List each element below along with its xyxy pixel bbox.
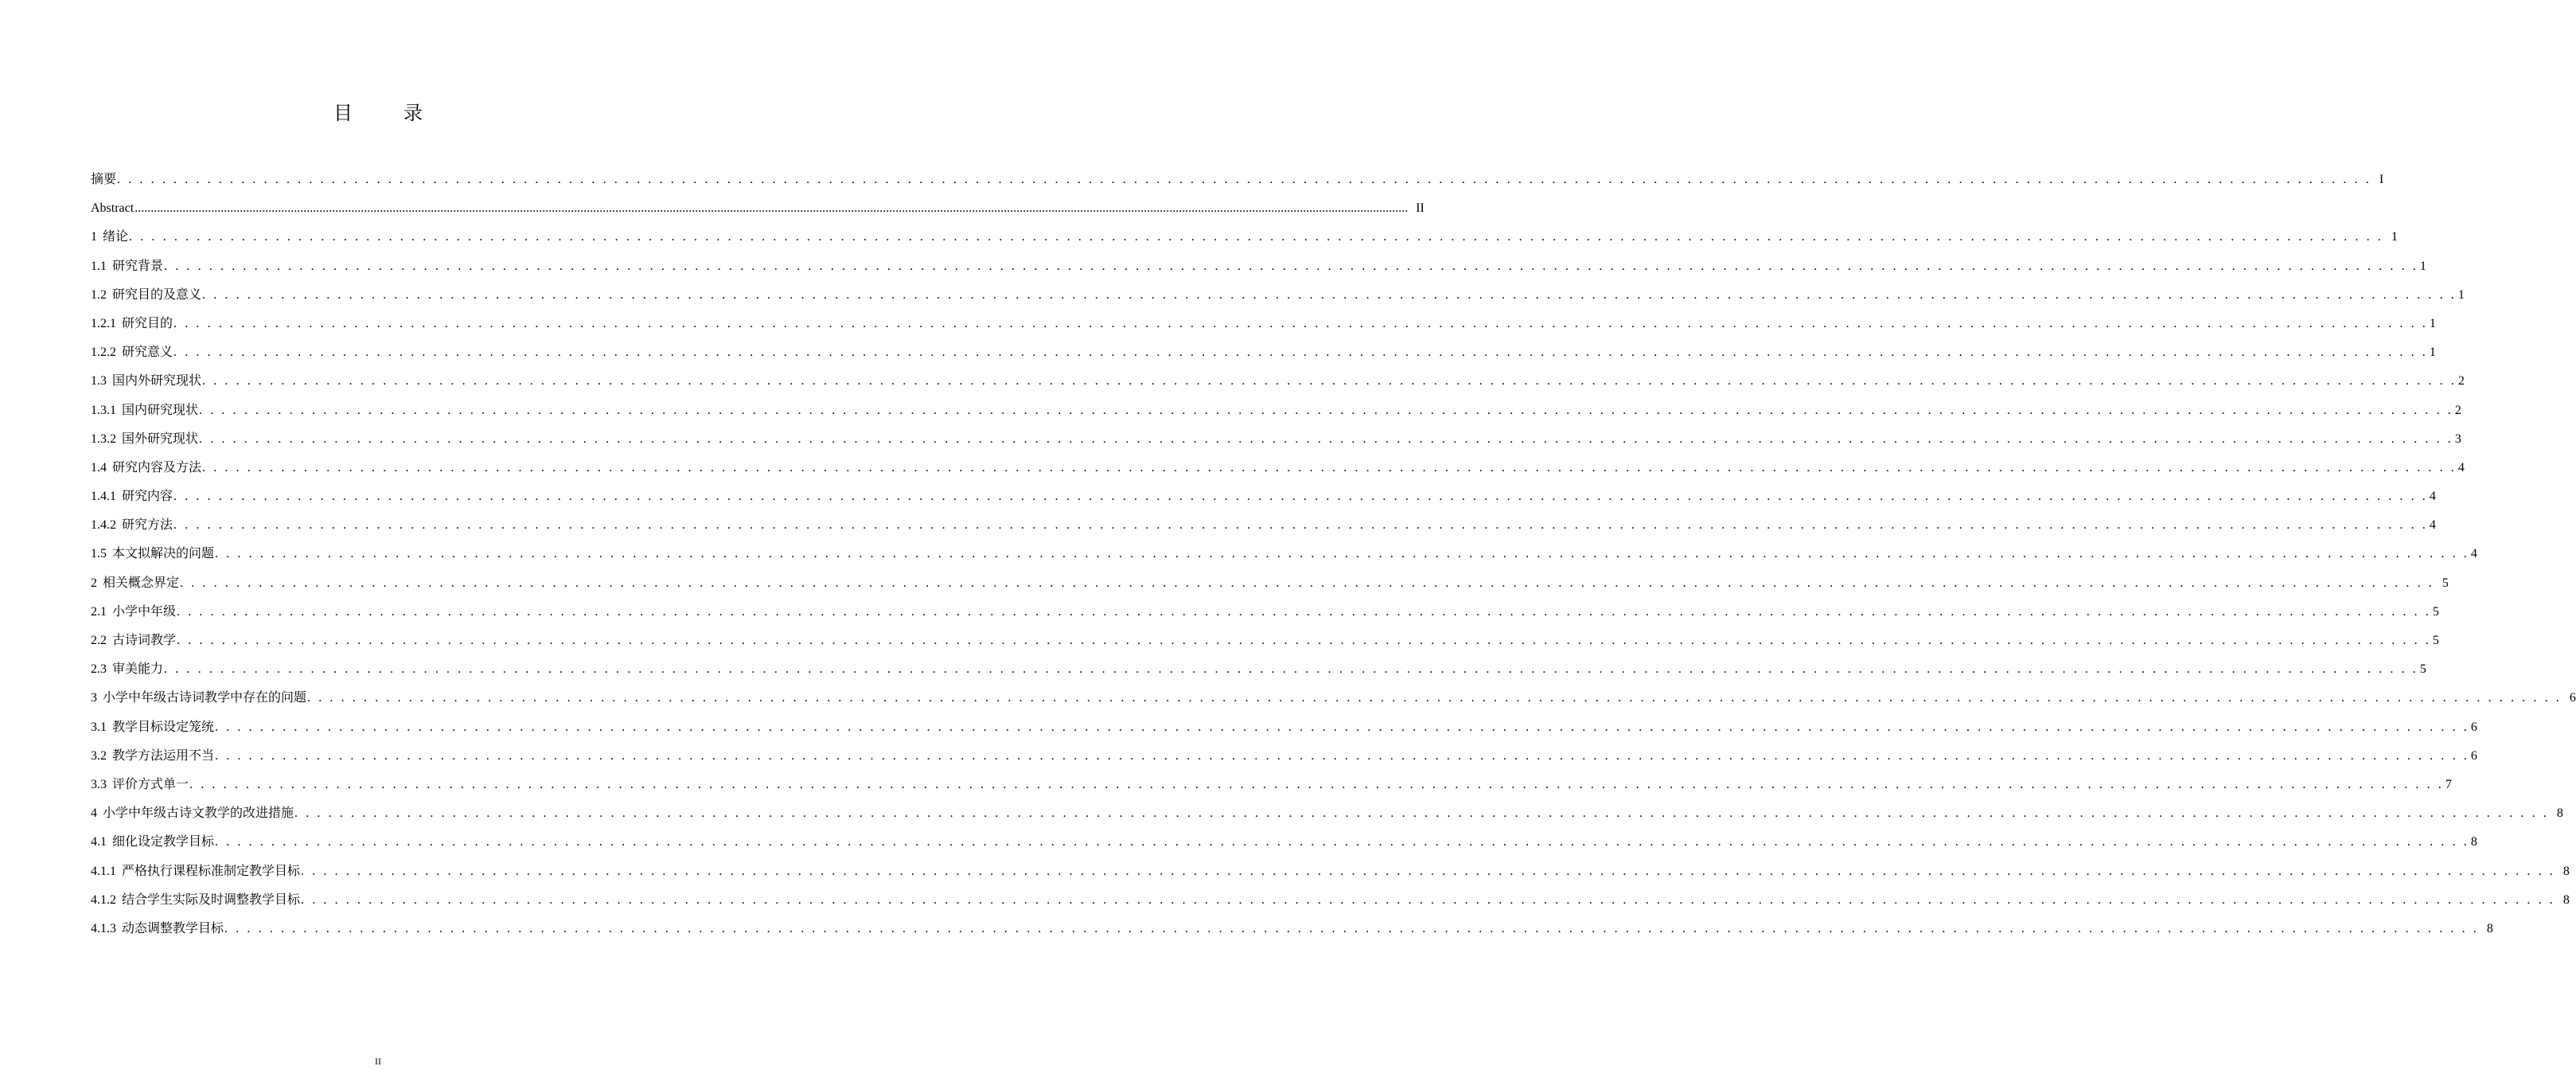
toc-entry-title: 国内研究现状 xyxy=(122,403,199,417)
toc-entry-page-number: 4 xyxy=(2429,518,2436,533)
toc-entry-page-number: 3 xyxy=(2454,432,2461,446)
toc-entry-title: 相关概念界定 xyxy=(103,576,180,590)
toc-entry[interactable] xyxy=(91,310,2436,338)
toc-entry-page-number: 8 xyxy=(2556,806,2563,821)
toc-dot-leader: . . . . . . . . . . . . . . . . . . . . . . . . . . . . . . . . . . . . . . . . . . . . . . . . . . . . . . . . . . . . . . . . . . . . . . . . . . . . . . . . . . . . . . . . . . . . . . . . . . . . . . . . . . . . . . . . . . . . . . . . . . . . . . . . . . . . . . . . . . . . . . . . . . . . . . . . . . . . . . . . . . . . . . . . . . . . . . . . . . . . . . . . . . . . . . . . . . . . . . . . xyxy=(301,892,2555,907)
toc-dot-leader: . . . . . . . . . . . . . . . . . . . . . . . . . . . . . . . . . . . . . . . . . . . . . . . . . . . . . . . . . . . . . . . . . . . . . . . . . . . . . . . . . . . . . . . . . . . . . . . . . . . . . . . . . . . . . . . . . . . . . . . . . . . . . . . . . . . . . . . . . . . . . . . . . . . . . . . . . . . . . . . . . . . . . . . . . . . . . . . . . . . . . . . . . . . . . . . . . . . . . . . . xyxy=(173,316,2428,330)
toc-entry-number: 1 xyxy=(91,230,97,244)
toc-dot-leader: . . . . . . . . . . . . . . . . . . . . . . . . . . . . . . . . . . . . . . . . . . . . . . . . . . . . . . . . . . . . . . . . . . . . . . . . . . . . . . . . . . . . . . . . . . . . . . . . . . . . . . . . . . . . . . . . . . . . . . . . . . . . . . . . . . . . . . . . . . . . . . . . . . . . . . . . . . . . . . . . . . . . . . . . . . . . . . . . . . . . . . . . . . . . . . . . . . . . . . . . xyxy=(215,547,2469,561)
toc-entry-page-number: I xyxy=(2379,173,2384,186)
toc-entry-page-number: 8 xyxy=(2562,864,2570,878)
toc-entry[interactable] xyxy=(91,915,2493,943)
toc-entry-number: 1.3.2 xyxy=(91,432,116,446)
toc-dot-leader: . . . . . . . . . . . . . . . . . . . . . . . . . . . . . . . . . . . . . . . . . . . . . . . . . . . . . . . . . . . . . . . . . . . . . . . . . . . . . . . . . . . . . . . . . . . . . . . . . . . . . . . . . . . . . . . . . . . . . . . . . . . . . . . . . . . . . . . . . . . . . . . . . . . . . . . . . . . . . . . . . . . . . . . . . . . . . . . . . . . . . . . . . . . . . . . . . . . . . . . . xyxy=(129,230,2383,244)
toc-entry-title: Abstract xyxy=(91,201,134,216)
toc-entry[interactable] xyxy=(91,655,2426,684)
toc-dot-leader: . . . . . . . . . . . . . . . . . . . . . . . . . . . . . . . . . . . . . . . . . . . . . . . . . . . . . . . . . . . . . . . . . . . . . . . . . . . . . . . . . . . . . . . . . . . . . . . . . . . . . . . . . . . . . . . . . . . . . . . . . . . . . . . . . . . . . . . . . . . . . . . . . . . . . . . . . . . . . . . . . . . . . . . . . . . . . . . . . . . . . . . . . . . . . . . . . . . . . . . . xyxy=(177,604,2431,619)
toc-entry[interactable] xyxy=(91,684,2576,713)
toc-entry-number: 1.4.1 xyxy=(91,490,116,504)
toc-entry-title: 本文拟解决的问题 xyxy=(112,547,215,561)
toc-entry[interactable] xyxy=(91,799,2563,828)
toc-entry-title: 评价方式单一 xyxy=(112,777,189,791)
toc-dot-leader: . . . . . . . . . . . . . . . . . . . . . . . . . . . . . . . . . . . . . . . . . . . . . . . . . . . . . . . . . . . . . . . . . . . . . . . . . . . . . . . . . . . . . . . . . . . . . . . . . . . . . . . . . . . . . . . . . . . . . . . . . . . . . . . . . . . . . . . . . . . . . . . . . . . . . . . . . . . . . . . . . . . . . . . . . . . . . . . . . . . . . . . . . . . . . . . . . . . . . . . . xyxy=(173,518,2428,533)
toc-entry-title: 小学中年级 xyxy=(112,604,177,619)
toc-entry-number: 4.1.3 xyxy=(91,921,116,935)
toc-entry-page-number: 1 xyxy=(2391,230,2398,244)
toc-entry-page-number: 5 xyxy=(2442,576,2449,590)
toc-entry[interactable] xyxy=(91,252,2426,281)
toc-entry[interactable] xyxy=(91,396,2461,425)
toc-entry[interactable] xyxy=(91,511,2436,540)
toc-entry-page-number: 6 xyxy=(2569,691,2576,705)
toc-dot-leader: . . . . . . . . . . . . . . . . . . . . . . . . . . . . . . . . . . . . . . . . . . . . . . . . . . . . . . . . . . . . . . . . . . . . . . . . . . . . . . . . . . . . . . . . . . . . . . . . . . . . . . . . . . . . . . . . . . . . . . . . . . . . . . . . . . . . . . . . . . . . . . . . . . . . . . . . . . . . . . . . . . . . . . . . . . . . . . . . . . . . . . . . . . . . . . . . . . . . . . . . xyxy=(224,921,2479,935)
toc-entry-title: 动态调整教学目标 xyxy=(122,921,224,935)
toc-entry[interactable] xyxy=(91,598,2439,627)
toc-entry[interactable] xyxy=(91,713,2477,742)
toc-dot-leader: . . . . . . . . . . . . . . . . . . . . . . . . . . . . . . . . . . . . . . . . . . . . . . . . . . . . . . . . . . . . . . . . . . . . . . . . . . . . . . . . . . . . . . . . . . . . . . . . . . . . . . . . . . . . . . . . . . . . . . . . . . . . . . . . . . . . . . . . . . . . . . . . . . . . . . . . . . . . . . . . . . . . . . . . . . . . . . . . . . . . . . . . . . . . . . . . . . . . . . . . xyxy=(215,835,2469,849)
toc-entry[interactable] xyxy=(91,569,2449,598)
toc-entry-title: 绪论 xyxy=(103,230,129,244)
toc-entry[interactable] xyxy=(91,281,2465,310)
toc-entry-page-number: 5 xyxy=(2419,662,2426,677)
toc-entry-title: 结合学生实际及时调整教学目标 xyxy=(122,892,301,907)
toc-entry-page-number: 2 xyxy=(2454,403,2461,417)
toc-entry[interactable] xyxy=(91,627,2439,655)
toc-entry-number: 2.2 xyxy=(91,634,107,647)
toc-entry-page-number: II xyxy=(1416,201,1424,216)
toc-entry-page-number: 5 xyxy=(2432,634,2439,647)
toc-dot-leader: . . . . . . . . . . . . . . . . . . . . . . . . . . . . . . . . . . . . . . . . . . . . . . . . . . . . . . . . . . . . . . . . . . . . . . . . . . . . . . . . . . . . . . . . . . . . . . . . . . . . . . . . . . . . . . . . . . . . . . . . . . . . . . . . . . . . . . . . . . . . . . . . . . . . . . . . . . . . . . . . . . . . . . . . . . . . . . . . . . . . . . . . . . . . . . . . . . . . . . . . xyxy=(164,259,2418,273)
toc-dot-leader: . . . . . . . . . . . . . . . . . . . . . . . . . . . . . . . . . . . . . . . . . . . . . . . . . . . . . . . . . . . . . . . . . . . . . . . . . . . . . . . . . . . . . . . . . . . . . . . . . . . . . . . . . . . . . . . . . . . . . . . . . . . . . . . . . . . . . . . . . . . . . . . . . . . . . . . . . . . . . . . . . . . . . . . . . . . . . . . . . . . . . . . . . . . . . . . . . . . . . . . . xyxy=(294,806,2549,821)
toc-dot-leader: . . . . . . . . . . . . . . . . . . . . . . . . . . . . . . . . . . . . . . . . . . . . . . . . . . . . . . . . . . . . . . . . . . . . . . . . . . . . . . . . . . . . . . . . . . . . . . . . . . . . . . . . . . . . . . . . . . . . . . . . . . . . . . . . . . . . . . . . . . . . . . . . . . . . . . . . . . . . . . . . . . . . . . . . . . . . . . . . . . . . . . . . . . . . . . . . . . . . . . . . xyxy=(173,346,2428,360)
toc-dot-leader: . . . . . . . . . . . . . . . . . . . . . . . . . . . . . . . . . . . . . . . . . . . . . . . . . . . . . . . . . . . . . . . . . . . . . . . . . . . . . . . . . . . . . . . . . . . . . . . . . . . . . . . . . . . . . . . . . . . . . . . . . . . . . . . . . . . . . . . . . . . . . . . . . . . . . . . . . . . . . . . . . . . . . . . . . . . . . . . . . . . . . . . . . . . . . . . . . . . . . . . . xyxy=(215,720,2469,734)
page-number: II xyxy=(375,1056,381,1067)
toc-dot-leader: . . . . . . . . . . . . . . . . . . . . . . . . . . . . . . . . . . . . . . . . . . . . . . . . . . . . . . . . . . . . . . . . . . . . . . . . . . . . . . . . . . . . . . . . . . . . . . . . . . . . . . . . . . . . . . . . . . . . . . . . . . . . . . . . . . . . . . . . . . . . . . . . . . . . . . . . . . . . . . . . . . . . . . . . . . . . . . . . . . . . . . . . . . . . . . . . . . . . . . . . xyxy=(177,634,2431,647)
toc-dot-leader: . . . . . . . . . . . . . . . . . . . . . . . . . . . . . . . . . . . . . . . . . . . . . . . . . . . . . . . . . . . . . . . . . . . . . . . . . . . . . . . . . . . . . . . . . . . . . . . . . . . . . . . . . . . . . . . . . . . . . . . . . . . . . . . . . . . . . . . . . . . . . . . . . . . . . . . . . . . . . . . . . . . . . . . . . . . . . . . . . . . . . . . . . . . . . . . . . . . . . . . . xyxy=(117,173,2371,186)
toc-entry-title: 古诗词教学 xyxy=(112,634,177,647)
toc-entry-title: 研究意义 xyxy=(122,346,173,360)
toc-entry-page-number: 1 xyxy=(2457,287,2465,302)
toc-entry-page-number: 4 xyxy=(2470,547,2477,561)
toc-entry[interactable] xyxy=(91,540,2477,568)
toc-entry-title: 教学目标设定笼统 xyxy=(112,720,215,734)
toc-entry-page-number: 1 xyxy=(2429,346,2436,360)
toc-entry-number: 1.3.1 xyxy=(91,403,116,417)
toc-dot-leader: ................................................................................................................................................................................................................................................................................................................................................................................................................ xyxy=(134,201,1409,216)
toc-entry-title: 摘要 xyxy=(91,173,117,186)
toc-dot-leader: . . . . . . . . . . . . . . . . . . . . . . . . . . . . . . . . . . . . . . . . . . . . . . . . . . . . . . . . . . . . . . . . . . . . . . . . . . . . . . . . . . . . . . . . . . . . . . . . . . . . . . . . . . . . . . . . . . . . . . . . . . . . . . . . . . . . . . . . . . . . . . . . . . . . . . . . . . . . . . . . . . . . . . . . . . . . . . . . . . . . . . . . . . . . . . . . . . . . . . . . xyxy=(202,374,2457,389)
toc-entry[interactable] xyxy=(91,828,2477,857)
toc-entry-number: 1.2 xyxy=(91,287,107,302)
toc-entry-page-number: 5 xyxy=(2432,604,2439,619)
toc-entry[interactable] xyxy=(91,454,2465,482)
toc-entry-number: 1.1 xyxy=(91,259,107,273)
toc-entry-title: 国外研究现状 xyxy=(122,432,199,446)
toc-entry-number: 1.3 xyxy=(91,374,107,389)
toc-entry-title: 教学方法运用不当 xyxy=(112,748,215,763)
toc-entry[interactable] xyxy=(91,857,2570,886)
toc-entry-title: 研究目的及意义 xyxy=(112,287,202,302)
toc-entry-page-number: 1 xyxy=(2419,259,2426,273)
toc-entry-title: 研究目的 xyxy=(122,316,173,330)
toc-entry[interactable] xyxy=(91,338,2436,367)
toc-dot-leader: . . . . . . . . . . . . . . . . . . . . . . . . . . . . . . . . . . . . . . . . . . . . . . . . . . . . . . . . . . . . . . . . . . . . . . . . . . . . . . . . . . . . . . . . . . . . . . . . . . . . . . . . . . . . . . . . . . . . . . . . . . . . . . . . . . . . . . . . . . . . . . . . . . . . . . . . . . . . . . . . . . . . . . . . . . . . . . . . . . . . . . . . . . . . . . . . . . . . . . . . xyxy=(199,403,2453,417)
toc-entry-number: 2.3 xyxy=(91,662,107,677)
toc-entry-page-number: 1 xyxy=(2429,316,2436,330)
toc-entry-title: 小学中年级古诗词教学中存在的问题 xyxy=(103,691,307,705)
toc-dot-leader: . . . . . . . . . . . . . . . . . . . . . . . . . . . . . . . . . . . . . . . . . . . . . . . . . . . . . . . . . . . . . . . . . . . . . . . . . . . . . . . . . . . . . . . . . . . . . . . . . . . . . . . . . . . . . . . . . . . . . . . . . . . . . . . . . . . . . . . . . . . . . . . . . . . . . . . . . . . . . . . . . . . . . . . . . . . . . . . . . . . . . . . . . . . . . . . . . . . . . . . . xyxy=(202,287,2457,302)
toc-entry-title: 严格执行课程标准制定教学目标 xyxy=(122,864,301,878)
toc-entry-number: 1.5 xyxy=(91,547,107,561)
toc-entry[interactable] xyxy=(91,742,2477,771)
toc-dot-leader: . . . . . . . . . . . . . . . . . . . . . . . . . . . . . . . . . . . . . . . . . . . . . . . . . . . . . . . . . . . . . . . . . . . . . . . . . . . . . . . . . . . . . . . . . . . . . . . . . . . . . . . . . . . . . . . . . . . . . . . . . . . . . . . . . . . . . . . . . . . . . . . . . . . . . . . . . . . . . . . . . . . . . . . . . . . . . . . . . . . . . . . . . . . . . . . . . . . . . . . . xyxy=(173,490,2428,504)
toc-entry-number: 4.1.1 xyxy=(91,864,116,878)
toc-entry-number: 3 xyxy=(91,691,97,705)
toc-dot-leader: . . . . . . . . . . . . . . . . . . . . . . . . . . . . . . . . . . . . . . . . . . . . . . . . . . . . . . . . . . . . . . . . . . . . . . . . . . . . . . . . . . . . . . . . . . . . . . . . . . . . . . . . . . . . . . . . . . . . . . . . . . . . . . . . . . . . . . . . . . . . . . . . . . . . . . . . . . . . . . . . . . . . . . . . . . . . . . . . . . . . . . . . . . . . . . . . . . . . . . . . xyxy=(307,691,2562,705)
toc-entry-page-number: 2 xyxy=(2457,374,2465,389)
toc-entry[interactable] xyxy=(91,886,2570,915)
toc-entry-page-number: 7 xyxy=(2445,777,2452,791)
toc-entry[interactable] xyxy=(91,482,2436,511)
toc-entry-number: 3.2 xyxy=(91,748,107,763)
toc-entry-title: 研究内容 xyxy=(122,490,173,504)
toc-entry-number: 4 xyxy=(91,806,97,821)
toc-entry-page-number: 4 xyxy=(2457,460,2465,474)
toc-entry[interactable] xyxy=(91,223,2398,252)
toc-entry-page-number: 8 xyxy=(2486,921,2493,935)
toc-entry-page-number: 6 xyxy=(2470,720,2477,734)
toc-dot-leader: . . . . . . . . . . . . . . . . . . . . . . . . . . . . . . . . . . . . . . . . . . . . . . . . . . . . . . . . . . . . . . . . . . . . . . . . . . . . . . . . . . . . . . . . . . . . . . . . . . . . . . . . . . . . . . . . . . . . . . . . . . . . . . . . . . . . . . . . . . . . . . . . . . . . . . . . . . . . . . . . . . . . . . . . . . . . . . . . . . . . . . . . . . . . . . . . . . . . . . . . xyxy=(301,864,2555,878)
toc-entry-page-number: 8 xyxy=(2562,892,2570,907)
toc-entry-title: 小学中年级古诗文教学的改进措施 xyxy=(103,806,294,821)
toc-entry-page-number: 8 xyxy=(2470,835,2477,849)
toc-dot-leader: . . . . . . . . . . . . . . . . . . . . . . . . . . . . . . . . . . . . . . . . . . . . . . . . . . . . . . . . . . . . . . . . . . . . . . . . . . . . . . . . . . . . . . . . . . . . . . . . . . . . . . . . . . . . . . . . . . . . . . . . . . . . . . . . . . . . . . . . . . . . . . . . . . . . . . . . . . . . . . . . . . . . . . . . . . . . . . . . . . . . . . . . . . . . . . . . . . . . . . . . xyxy=(180,576,2434,590)
toc-entry-number: 4.1.2 xyxy=(91,892,116,907)
toc-entry-number: 2 xyxy=(91,576,97,590)
toc-entry-number: 4.1 xyxy=(91,835,107,849)
toc-entry-page-number: 4 xyxy=(2429,490,2436,504)
toc-entry-number: 2.1 xyxy=(91,604,107,619)
toc-entry-page-number: 6 xyxy=(2470,748,2477,763)
toc-title: 目 录 xyxy=(333,102,438,124)
toc-entry-number: 3.1 xyxy=(91,720,107,734)
toc-entry-title: 研究方法 xyxy=(122,518,173,533)
toc-dot-leader: . . . . . . . . . . . . . . . . . . . . . . . . . . . . . . . . . . . . . . . . . . . . . . . . . . . . . . . . . . . . . . . . . . . . . . . . . . . . . . . . . . . . . . . . . . . . . . . . . . . . . . . . . . . . . . . . . . . . . . . . . . . . . . . . . . . . . . . . . . . . . . . . . . . . . . . . . . . . . . . . . . . . . . . . . . . . . . . . . . . . . . . . . . . . . . . . . . . . . . . . xyxy=(189,777,2444,791)
toc-dot-leader: . . . . . . . . . . . . . . . . . . . . . . . . . . . . . . . . . . . . . . . . . . . . . . . . . . . . . . . . . . . . . . . . . . . . . . . . . . . . . . . . . . . . . . . . . . . . . . . . . . . . . . . . . . . . . . . . . . . . . . . . . . . . . . . . . . . . . . . . . . . . . . . . . . . . . . . . . . . . . . . . . . . . . . . . . . . . . . . . . . . . . . . . . . . . . . . . . . . . . . . . xyxy=(164,662,2418,677)
table-of-contents xyxy=(91,166,2576,943)
toc-entry-number: 1.4 xyxy=(91,460,107,474)
toc-entry[interactable] xyxy=(91,194,1424,223)
toc-entry-number: 1.2.1 xyxy=(91,316,116,330)
toc-dot-leader: . . . . . . . . . . . . . . . . . . . . . . . . . . . . . . . . . . . . . . . . . . . . . . . . . . . . . . . . . . . . . . . . . . . . . . . . . . . . . . . . . . . . . . . . . . . . . . . . . . . . . . . . . . . . . . . . . . . . . . . . . . . . . . . . . . . . . . . . . . . . . . . . . . . . . . . . . . . . . . . . . . . . . . . . . . . . . . . . . . . . . . . . . . . . . . . . . . . . . . . . xyxy=(202,460,2457,474)
toc-entry-title: 细化设定教学目标 xyxy=(112,835,215,849)
toc-entry-title: 国内外研究现状 xyxy=(112,374,202,389)
toc-dot-leader: . . . . . . . . . . . . . . . . . . . . . . . . . . . . . . . . . . . . . . . . . . . . . . . . . . . . . . . . . . . . . . . . . . . . . . . . . . . . . . . . . . . . . . . . . . . . . . . . . . . . . . . . . . . . . . . . . . . . . . . . . . . . . . . . . . . . . . . . . . . . . . . . . . . . . . . . . . . . . . . . . . . . . . . . . . . . . . . . . . . . . . . . . . . . . . . . . . . . . . . . xyxy=(199,432,2453,446)
toc-entry-number: 1.2.2 xyxy=(91,346,116,360)
toc-entry-number: 3.3 xyxy=(91,777,107,791)
toc-entry[interactable] xyxy=(91,425,2461,454)
toc-entry-title: 审美能力 xyxy=(112,662,164,677)
toc-entry-title: 研究背景 xyxy=(112,259,164,273)
toc-entry-title: 研究内容及方法 xyxy=(112,460,202,474)
toc-dot-leader: . . . . . . . . . . . . . . . . . . . . . . . . . . . . . . . . . . . . . . . . . . . . . . . . . . . . . . . . . . . . . . . . . . . . . . . . . . . . . . . . . . . . . . . . . . . . . . . . . . . . . . . . . . . . . . . . . . . . . . . . . . . . . . . . . . . . . . . . . . . . . . . . . . . . . . . . . . . . . . . . . . . . . . . . . . . . . . . . . . . . . . . . . . . . . . . . . . . . . . . . xyxy=(215,748,2469,763)
toc-entry[interactable] xyxy=(91,367,2465,396)
toc-entry-number: 1.4.2 xyxy=(91,518,116,533)
toc-entry[interactable] xyxy=(91,166,2384,194)
toc-entry[interactable] xyxy=(91,771,2452,799)
